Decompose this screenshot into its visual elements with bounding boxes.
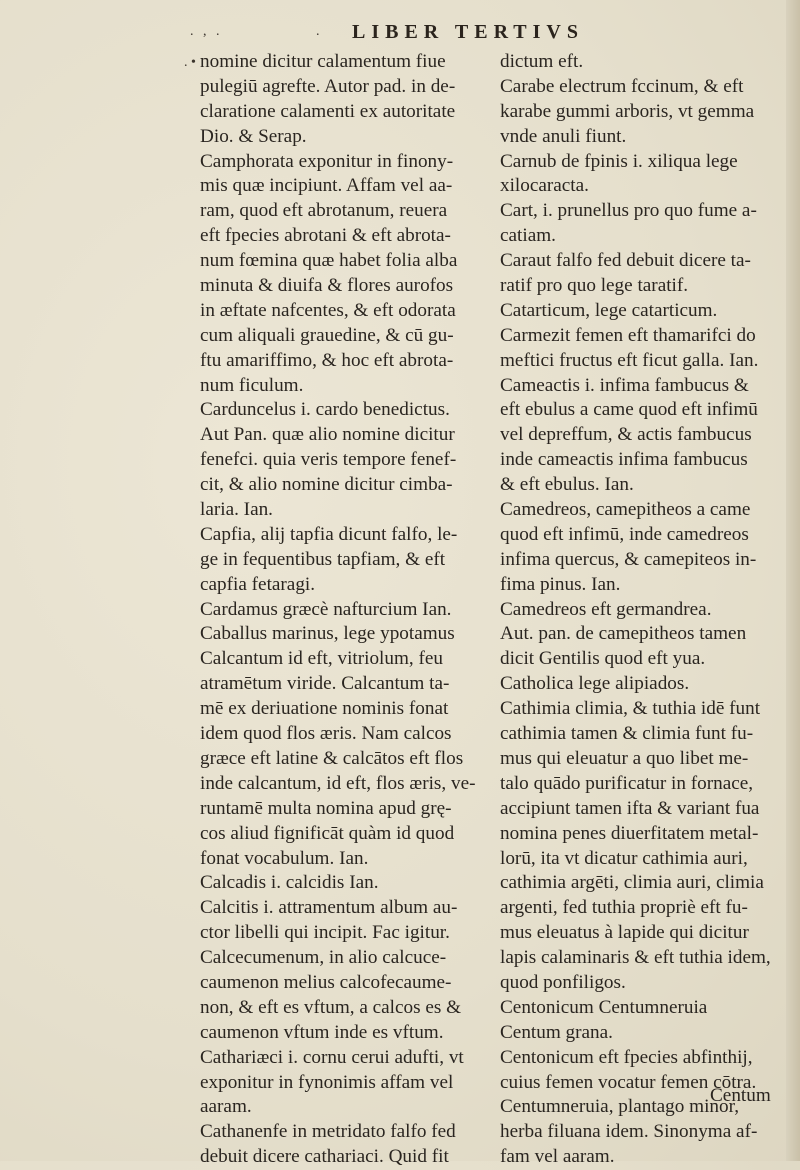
right-column-line: Caraut falfo fed debuit dicere ta- [500,250,751,272]
margin-bullet: . • [184,55,196,70]
right-column-line: Catarticum, lege catarticum. [500,299,718,321]
right-column-line: herba filuana idem. Sinonyma af- [500,1121,758,1143]
right-column-line: Carabe electrum fccinum, & eft [500,75,744,97]
left-column-line: cit, & alio nomine dicitur cimba- [200,474,453,496]
left-column-line: ram, quod eft abrotanum, reuera [200,200,448,222]
left-column-line: ftu amariffimo, & hoc eft abrota- [200,349,454,371]
right-column-line: Centonicum Centumneruia [500,996,708,1018]
left-column-line: Caballus marinus, lege ypotamus [200,623,455,645]
running-title: LIBER TERTIVS [352,21,584,43]
right-column-line: eft ebulus a came quod eft infimū [500,399,758,421]
page-edge [786,0,800,1161]
left-column-line: cum aliquali grauedine, & cū gu- [200,324,454,346]
left-column-line: claratione calamenti ex autoritate [200,100,456,122]
left-column-line: aaram. [200,1096,252,1118]
left-column-line: fonat vocabulum. Ian. [200,847,369,869]
left-column-line: caumenon vftum inde es vftum. [200,1021,444,1043]
left-column-line: exponitur in fynonimis affam vel [200,1071,454,1093]
right-column-line: meftici fructus eft ficut galla. Ian. [500,349,759,371]
right-column-line: cathimia argēti, climia auri, climia [500,872,764,894]
left-column-line: minuta & diuifa & flores aurofos [200,275,454,297]
left-column-line: idem quod flos æris. Nam calcos [200,723,452,745]
left-column-line: mē ex deriuatione nominis fonat [200,698,449,720]
left-column-line: Aut Pan. quæ alio nomine dicitur [200,424,455,446]
right-column-line: Cathimia climia, & tuthia idē funt [500,698,761,720]
right-column-line: lorū, ita vt dicatur cathimia auri, [500,847,748,869]
left-column-line: cos aliud fignificāt quàm id quod [200,822,455,844]
left-column-line: Carduncelus i. cardo benedictus. [200,399,450,421]
right-column-line: quod ponfiligos. [500,971,626,993]
left-column-line: Calcadis i. calcidis Ian. [200,872,379,894]
left-column-line: Cathanenfe in metridato falfo fed [200,1121,456,1143]
left-column-line: Calcitis i. attramentum album au- [200,897,458,919]
right-column-line: Carnub de fpinis i. xiliqua lege [500,150,738,172]
right-column-line: cathimia tamen & climia funt fu- [500,723,754,745]
left-column-line: caumenon melius calcofecaume- [200,971,452,993]
left-column-line: mis quæ incipiunt. Affam vel aa- [200,175,453,197]
right-column-line: Camedreos eft germandrea. [500,598,712,620]
right-column-line: inde cameactis infima fambucus [500,449,748,471]
right-column-line: nomina penes diuerfitatem metal- [500,822,759,844]
right-column-line: accipiunt tamen ifta & variant fua [500,797,760,819]
left-column-line: Camphorata exponitur in finony- [200,150,454,172]
right-column-line: dicit Gentilis quod eft yua. [500,648,706,670]
right-column-line: Camedreos, camepitheos a came [500,499,751,521]
left-column-line: Calcantum id eft, vitriolum, feu [200,648,443,670]
left-column-line: ctor libelli qui incipit. Fac igitur. [200,922,450,944]
left-column-line: num ficulum. [200,374,304,396]
right-column-line: xilocaracta. [500,175,589,197]
left-column-line: Cardamus græcè nafturcium Ian. [200,598,452,620]
right-column-line: infima quercus, & camepiteos in- [500,548,757,570]
right-column-line: catiam. [500,225,556,247]
right-column-line: Cart, i. prunellus pro quo fume a- [500,200,757,222]
right-column-line: Centonicum eft fpecies abfinthij, [500,1046,753,1068]
right-column-line: Carmezit femen eft thamarifci do [500,324,756,346]
right-column-line: mus eleuatus à lapide qui dicitur [500,922,749,944]
right-column [500,50,785,1170]
right-column-line: quod eft infimū, inde camedreos [500,523,749,545]
left-column-line: eft fpecies abrotani & eft abrota- [200,225,451,247]
right-column-line: argenti, fed tuthia propriè eft fu- [500,897,748,919]
left-column-line: Cathariæci i. cornu cerui adufti, vt [200,1046,464,1068]
right-column-line: karabe gummi arboris, vt gemma [500,100,755,122]
left-column-line: laria. Ian. [200,499,273,521]
right-column-line: & eft ebulus. Ian. [500,474,634,496]
right-column-line: cuius femen vocatur femen cōtra. [500,1071,757,1093]
left-column-line: debuit dicere cathariaci. Quid fit [200,1146,449,1168]
left-column-line: græce eft latine & calcātos eft flos [200,747,464,769]
left-column-line: pulegiū agrefte. Autor pad. in de- [200,75,456,97]
left-column-line: Dio. & Serap. [200,125,307,147]
left-column-line: fenefci. quia veris tempore fenef- [200,449,457,471]
header-dot: . [316,24,320,39]
page-header [0,20,800,50]
right-column-line: mus qui eleuatur a quo libet me- [500,747,749,769]
left-column [200,50,490,1170]
right-column-line: lapis calaminaris & eft tuthia idem, [500,947,771,969]
left-column-line: runtamē multa nomina apud grę- [200,797,452,819]
header-marks: . , . [190,24,223,39]
right-column-line: Centum grana. [500,1021,613,1043]
right-column-line: Cameactis i. infima fambucus & [500,374,749,396]
left-column-line: Calcecumenum, in alio calcuce- [200,947,447,969]
left-column-line: Capfia, alij tapfia dicunt falfo, le- [200,523,458,545]
left-column-line: inde calcantum, id eft, flos æris, ve- [200,772,476,794]
right-column-line: vnde anuli fiunt. [500,125,627,147]
right-column-line: ratif pro quo lege taratif. [500,275,689,297]
right-column-line: Aut. pan. de camepitheos tamen [500,623,747,645]
right-column-line: fima pinus. Ian. [500,573,621,595]
left-column-line: ge in fequentibus tapfiam, & eft [200,548,446,570]
right-column-line: dictum eft. [500,51,584,72]
left-column-line: in æftate nafcentes, & eft odorata [200,299,456,321]
right-column-line: fam vel aaram. [500,1146,615,1168]
right-column-line: vel depreffum, & actis fambucus [500,424,752,446]
left-column-line: non, & eft es vftum, a calcos es & [200,996,462,1018]
left-column-line: capfia fetaragi. [200,573,316,595]
catchword: Centum [710,1085,771,1106]
left-column-line: atramētum viride. Calcantum ta- [200,673,450,695]
right-column-line: Catholica lege alipiados. [500,673,690,695]
left-column-line: nomine dicitur calamentum fiue [200,51,446,72]
left-column-line: num fœmina quæ habet folia alba [200,250,458,272]
right-column-line: talo quādo purificatur in fornace, [500,772,754,794]
right-column-line: Centumneruia, plantago minor, [500,1096,740,1118]
